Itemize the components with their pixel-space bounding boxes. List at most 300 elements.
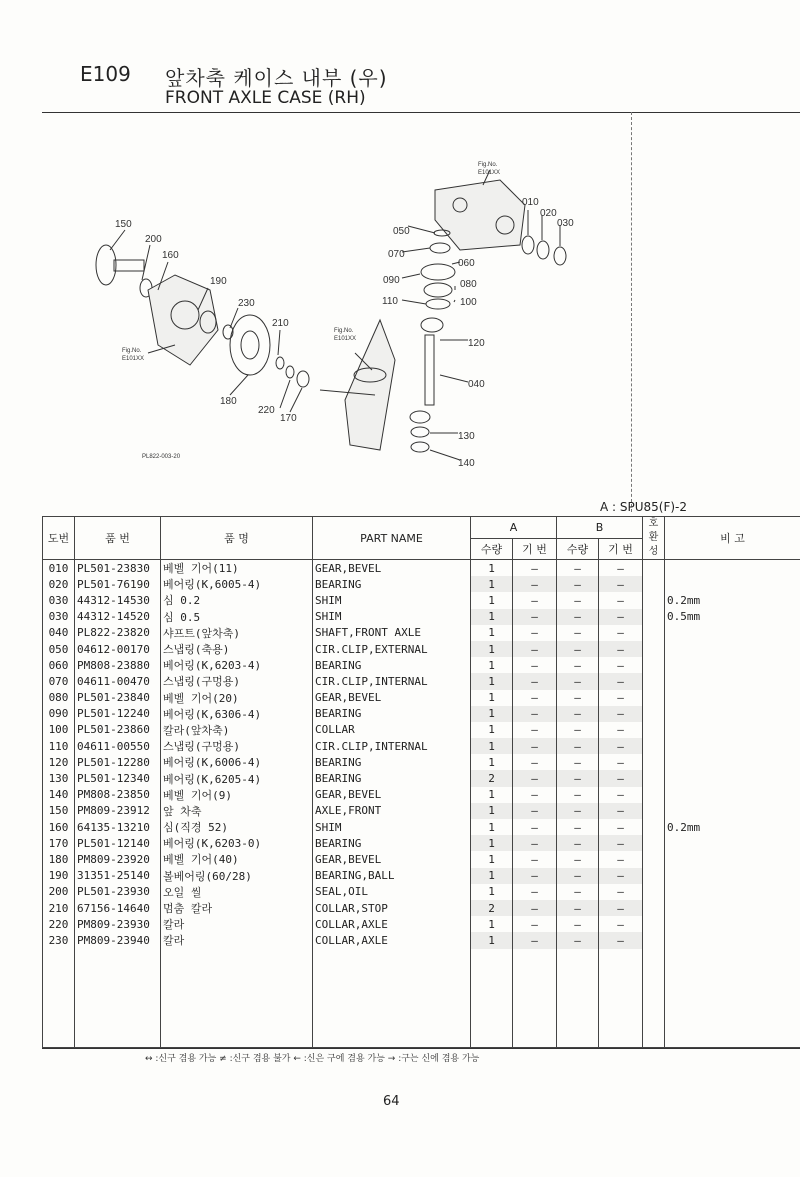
cell-ko: 스냅링(축용) — [161, 641, 313, 657]
cell-qb: – — [557, 609, 599, 625]
cell-ko: 칼라(앞차축) — [161, 722, 313, 738]
page-title-english: FRONT AXLE CASE (RH) — [165, 88, 366, 108]
cell-part: PL501-23830 — [75, 560, 161, 577]
cell-cp — [643, 641, 665, 657]
cell-qb: – — [557, 754, 599, 770]
header-divider — [42, 112, 800, 113]
table-row — [43, 770, 800, 786]
cell-ko: 볼베어링(60/28) — [161, 868, 313, 884]
cell-qb: – — [557, 738, 599, 754]
cell-ba: – — [513, 884, 557, 900]
cell-bb: – — [599, 916, 643, 932]
fig-ref-top: Fig.No. — [478, 162, 498, 168]
callout-010: 010 — [522, 197, 539, 208]
cell-rem — [665, 641, 800, 657]
cell-ko: 베어링(K,6306-4) — [161, 706, 313, 722]
cell-no: 230 — [43, 932, 75, 948]
cell-qa: 1 — [471, 738, 513, 754]
cell-qb: – — [557, 900, 599, 916]
cell-cp — [643, 657, 665, 673]
cell-qa: 1 — [471, 803, 513, 819]
col-header-part-no: 품 번 — [75, 517, 161, 560]
cell-ba: – — [513, 868, 557, 884]
cell-ko: 스냅링(구멍용) — [161, 738, 313, 754]
cell-qb: – — [557, 835, 599, 851]
collar-210 — [276, 357, 284, 369]
bevel-gear-180 — [230, 315, 270, 375]
cell-qa: 1 — [471, 625, 513, 641]
cell-en: GEAR,BEVEL — [313, 690, 471, 706]
cell-bb: – — [599, 657, 643, 673]
cell-bb: – — [599, 560, 643, 577]
cell-no: 070 — [43, 673, 75, 689]
table-row — [43, 592, 800, 608]
cell-no: 050 — [43, 641, 75, 657]
cell-bb: – — [599, 835, 643, 851]
cell-cp — [643, 868, 665, 884]
cell-no: 020 — [43, 576, 75, 592]
cell-qa: 1 — [471, 884, 513, 900]
cell-en: BEARING — [313, 770, 471, 786]
cell-rem — [665, 625, 800, 641]
cell-bb: – — [599, 706, 643, 722]
col-header-no: 도번 — [43, 517, 75, 560]
cell-ba: – — [513, 625, 557, 641]
cell-cp — [643, 851, 665, 867]
cell-ko: 베어링(K,6203-4) — [161, 657, 313, 673]
cell-part: PL501-76190 — [75, 576, 161, 592]
cell-bb: – — [599, 803, 643, 819]
callout-120: 120 — [468, 338, 485, 349]
cell-part: PL501-12280 — [75, 754, 161, 770]
cell-ba: – — [513, 803, 557, 819]
cell-qb: – — [557, 706, 599, 722]
edition-note: A : SPU85(F)-2 — [600, 500, 688, 514]
cell-en: CIR.CLIP,INTERNAL — [313, 738, 471, 754]
table-row — [43, 754, 800, 770]
compatibility-legend: ↔ :신구 겸용 가능 ≠ :신구 겸용 불가 ← :신은 구에 겸용 가능 → :구는 신에 겸용 가능 — [145, 1054, 480, 1064]
cell-ko: 멈춤 칼라 — [161, 900, 313, 916]
col-header-base-a: 기 번 — [513, 538, 557, 560]
cell-cp — [643, 690, 665, 706]
cell-cp — [643, 609, 665, 625]
table-row — [43, 706, 800, 722]
cell-ko: 샤프트(앞차축) — [161, 625, 313, 641]
cell-bb: – — [599, 884, 643, 900]
cell-rem — [665, 884, 800, 900]
cell-ba: – — [513, 609, 557, 625]
col-header-group-b: B — [557, 517, 643, 539]
table-bottom-rule — [42, 1048, 800, 1049]
cell-bb: – — [599, 754, 643, 770]
cell-bb: – — [599, 851, 643, 867]
cell-qa: 1 — [471, 657, 513, 673]
cell-qa: 1 — [471, 706, 513, 722]
cell-bb: – — [599, 576, 643, 592]
cell-part: 04611-00470 — [75, 673, 161, 689]
bearing-170 — [297, 371, 309, 387]
cell-rem — [665, 560, 800, 577]
axle-case-housing — [435, 180, 525, 250]
cell-cp — [643, 819, 665, 835]
callout-140: 140 — [458, 458, 475, 469]
cell-rem — [665, 835, 800, 851]
cell-qa: 1 — [471, 916, 513, 932]
cell-cp — [643, 625, 665, 641]
cell-bb: – — [599, 787, 643, 803]
cell-rem — [665, 673, 800, 689]
cell-part: 67156-14640 — [75, 900, 161, 916]
cell-no: 210 — [43, 900, 75, 916]
table-row — [43, 609, 800, 625]
table-row — [43, 673, 800, 689]
cell-part: PM808-23880 — [75, 657, 161, 673]
cell-en: BEARING — [313, 657, 471, 673]
cell-rem — [665, 576, 800, 592]
table-row — [43, 787, 800, 803]
cell-rem — [665, 690, 800, 706]
cell-part: 31351-25140 — [75, 868, 161, 884]
cell-rem — [665, 722, 800, 738]
cell-rem — [665, 900, 800, 916]
cell-en: CIR.CLIP,EXTERNAL — [313, 641, 471, 657]
callout-070: 070 — [388, 249, 405, 260]
cell-qa: 1 — [471, 560, 513, 577]
cell-cp — [643, 576, 665, 592]
table-row — [43, 576, 800, 592]
cell-bb: – — [599, 722, 643, 738]
table-row — [43, 851, 800, 867]
cell-part: PM809-23930 — [75, 916, 161, 932]
cell-no: 150 — [43, 803, 75, 819]
callout-090: 090 — [383, 275, 400, 286]
cell-en: GEAR,BEVEL — [313, 851, 471, 867]
callout-190: 190 — [210, 276, 227, 287]
cell-qa: 1 — [471, 787, 513, 803]
page-title-korean: 앞차축 케이스 내부 (우) — [165, 66, 388, 90]
cell-qa: 1 — [471, 868, 513, 884]
cell-qb: – — [557, 625, 599, 641]
cell-no: 130 — [43, 770, 75, 786]
cell-en: SHAFT,FRONT AXLE — [313, 625, 471, 641]
cell-ba: – — [513, 916, 557, 932]
cell-part: PL501-23930 — [75, 884, 161, 900]
margin-cut-line — [631, 112, 632, 512]
cell-en: COLLAR,AXLE — [313, 916, 471, 932]
cell-rem — [665, 657, 800, 673]
cell-ko: 베어링(K,6006-4) — [161, 754, 313, 770]
cell-cp — [643, 835, 665, 851]
cell-ko: 스냅링(구멍용) — [161, 673, 313, 689]
cell-qa: 1 — [471, 835, 513, 851]
cell-ko: 오일 씰 — [161, 884, 313, 900]
cell-qb: – — [557, 819, 599, 835]
cell-ko: 앞 차축 — [161, 803, 313, 819]
fig-ref-left: Fig.No. — [122, 348, 142, 354]
cell-en: SHIM — [313, 819, 471, 835]
cell-no: 080 — [43, 690, 75, 706]
cell-en: BEARING — [313, 835, 471, 851]
cell-en: SHIM — [313, 592, 471, 608]
cell-en: BEARING — [313, 576, 471, 592]
callout-160: 160 — [162, 250, 179, 261]
cell-qb: – — [557, 641, 599, 657]
cell-bb: – — [599, 641, 643, 657]
cell-ba: – — [513, 770, 557, 786]
cell-rem — [665, 803, 800, 819]
cell-no: 200 — [43, 884, 75, 900]
callout-110: 110 — [382, 296, 398, 307]
callout-180: 180 — [220, 396, 237, 407]
cell-en: AXLE,FRONT — [313, 803, 471, 819]
bearing-130 — [410, 411, 430, 423]
cell-ba: – — [513, 900, 557, 916]
callout-210: 210 — [272, 318, 289, 329]
cell-en: CIR.CLIP,INTERNAL — [313, 673, 471, 689]
cell-qa: 1 — [471, 819, 513, 835]
table-row — [43, 657, 800, 673]
col-header-remarks: 비 고 — [665, 517, 800, 560]
table-row — [43, 625, 800, 641]
col-header-base-b: 기 번 — [599, 538, 643, 560]
cell-qb: – — [557, 787, 599, 803]
fig-ref-mid: Fig.No. — [334, 328, 354, 334]
table-row — [43, 835, 800, 851]
page-code: E109 — [80, 62, 131, 86]
cell-part: PM809-23940 — [75, 932, 161, 948]
cell-en: COLLAR,STOP — [313, 900, 471, 916]
cell-no: 040 — [43, 625, 75, 641]
table-row — [43, 884, 800, 900]
gear-080 — [421, 264, 455, 280]
cell-cp — [643, 932, 665, 948]
cell-qa: 1 — [471, 851, 513, 867]
cell-ba: – — [513, 560, 557, 577]
cell-ko: 칼라 — [161, 916, 313, 932]
cell-ba: – — [513, 722, 557, 738]
cell-part: PL822-23820 — [75, 625, 161, 641]
cell-en: COLLAR,AXLE — [313, 932, 471, 948]
cell-qb: – — [557, 851, 599, 867]
cell-no: 180 — [43, 851, 75, 867]
table-empty-space — [43, 949, 800, 1048]
cell-en: BEARING — [313, 706, 471, 722]
cell-rem — [665, 754, 800, 770]
col-header-name-ko: 품 명 — [161, 517, 313, 560]
cell-qb: – — [557, 657, 599, 673]
table-row — [43, 690, 800, 706]
callout-050: 050 — [393, 226, 410, 237]
table-row — [43, 560, 800, 577]
cell-qa: 1 — [471, 690, 513, 706]
callout-130: 130 — [458, 431, 475, 442]
cell-cp — [643, 787, 665, 803]
cell-rem — [665, 851, 800, 867]
shaft-040 — [425, 335, 434, 405]
axle-flange-150 — [96, 245, 116, 285]
cell-qb: – — [557, 803, 599, 819]
cell-ba: – — [513, 657, 557, 673]
bearing-020 — [537, 241, 549, 259]
exploded-parts-diagram — [80, 150, 620, 480]
cell-en: BEARING,BALL — [313, 868, 471, 884]
shim-030 — [554, 247, 566, 265]
table-row — [43, 803, 800, 819]
cell-cp — [643, 722, 665, 738]
cell-part: PL501-23860 — [75, 722, 161, 738]
cell-ba: – — [513, 787, 557, 803]
cell-en: SEAL,OIL — [313, 884, 471, 900]
cell-qa: 1 — [471, 576, 513, 592]
cell-rem — [665, 916, 800, 932]
cell-bb: – — [599, 738, 643, 754]
cell-rem — [665, 738, 800, 754]
cell-bb: – — [599, 690, 643, 706]
bearing-090 — [424, 283, 452, 297]
cell-qa: 2 — [471, 900, 513, 916]
table-row — [43, 722, 800, 738]
fig-ref-left-no: E101XX — [122, 356, 145, 362]
cell-cp — [643, 738, 665, 754]
cell-ko: 베벨 기어(11) — [161, 560, 313, 577]
cell-part: PM809-23912 — [75, 803, 161, 819]
fig-ref-mid-no: E101XX — [334, 336, 357, 342]
cell-en: COLLAR — [313, 722, 471, 738]
cell-qa: 1 — [471, 932, 513, 948]
cell-part: PL501-23840 — [75, 690, 161, 706]
callout-230: 230 — [238, 298, 255, 309]
cell-no: 110 — [43, 738, 75, 754]
table-row — [43, 641, 800, 657]
parts-table-body — [43, 560, 800, 1048]
cell-bb: – — [599, 592, 643, 608]
table-row — [43, 932, 800, 948]
cell-no: 160 — [43, 819, 75, 835]
cell-ba: – — [513, 706, 557, 722]
cell-bb: – — [599, 868, 643, 884]
cell-no: 190 — [43, 868, 75, 884]
cell-part: 44312-14530 — [75, 592, 161, 608]
cell-part: 64135-13210 — [75, 819, 161, 835]
col-header-qty-a: 수량 — [471, 538, 513, 560]
cell-cp — [643, 770, 665, 786]
cell-ko: 베어링(K,6203-0) — [161, 835, 313, 851]
cell-en: GEAR,BEVEL — [313, 560, 471, 577]
table-row — [43, 738, 800, 754]
cell-qb: – — [557, 868, 599, 884]
cell-bb: – — [599, 819, 643, 835]
col-header-qty-b: 수량 — [557, 538, 599, 560]
col-header-name-en: PART NAME — [313, 517, 471, 560]
cell-part: 44312-14520 — [75, 609, 161, 625]
cell-ba: – — [513, 738, 557, 754]
cell-part: PL501-12240 — [75, 706, 161, 722]
cell-bb: – — [599, 625, 643, 641]
cell-cp — [643, 706, 665, 722]
table-row — [43, 900, 800, 916]
cell-qa: 1 — [471, 592, 513, 608]
fig-ref-top-no: E101XX — [478, 170, 501, 176]
cell-qa: 2 — [471, 770, 513, 786]
cell-bb: – — [599, 673, 643, 689]
cell-bb: – — [599, 900, 643, 916]
cell-ko: 베어링(K,6205-4) — [161, 770, 313, 786]
cell-ba: – — [513, 932, 557, 948]
cell-cp — [643, 916, 665, 932]
cell-no: 220 — [43, 916, 75, 932]
cell-part: PM808-23850 — [75, 787, 161, 803]
cell-ba: – — [513, 673, 557, 689]
cell-bb: – — [599, 932, 643, 948]
cell-cp — [643, 560, 665, 577]
cell-ba: – — [513, 641, 557, 657]
bearing-120 — [421, 318, 443, 332]
cell-qb: – — [557, 576, 599, 592]
cell-part: PM809-23920 — [75, 851, 161, 867]
cell-qa: 1 — [471, 609, 513, 625]
callout-020: 020 — [540, 208, 557, 219]
page-number: 64 — [383, 1094, 400, 1109]
cell-ko: 베벨 기어(20) — [161, 690, 313, 706]
callout-080: 080 — [460, 279, 477, 290]
cell-rem — [665, 706, 800, 722]
cell-cp — [643, 803, 665, 819]
col-header-compat: 호환성 — [643, 517, 665, 560]
cell-rem — [665, 868, 800, 884]
cell-qb: – — [557, 770, 599, 786]
cell-rem — [665, 932, 800, 948]
cell-ko: 베벨 기어(9) — [161, 787, 313, 803]
cell-qb: – — [557, 560, 599, 577]
cell-rem: 0.2mm — [665, 819, 800, 835]
cell-no: 120 — [43, 754, 75, 770]
callout-040: 040 — [468, 379, 485, 390]
callout-100: 100 — [460, 297, 477, 308]
cell-cp — [643, 673, 665, 689]
cell-cp — [643, 884, 665, 900]
cell-qa: 1 — [471, 673, 513, 689]
cell-qb: – — [557, 916, 599, 932]
cell-bb: – — [599, 770, 643, 786]
cell-rem: 0.5mm — [665, 609, 800, 625]
cell-part: PL501-12340 — [75, 770, 161, 786]
cell-bb: – — [599, 609, 643, 625]
cell-qb: – — [557, 673, 599, 689]
cell-ko: 심(직경 52) — [161, 819, 313, 835]
cell-ba: – — [513, 576, 557, 592]
cell-ba: – — [513, 835, 557, 851]
gear-140 — [411, 442, 429, 452]
cell-ko: 칼라 — [161, 932, 313, 948]
cell-qa: 1 — [471, 641, 513, 657]
table-row — [43, 916, 800, 932]
callout-170: 170 — [280, 413, 297, 424]
callout-200: 200 — [145, 234, 162, 245]
cell-no: 060 — [43, 657, 75, 673]
cell-qb: – — [557, 690, 599, 706]
cell-part: 04612-00170 — [75, 641, 161, 657]
cell-ko: 심 0.2 — [161, 592, 313, 608]
cell-rem — [665, 770, 800, 786]
cell-qb: – — [557, 932, 599, 948]
cell-cp — [643, 754, 665, 770]
cell-ba: – — [513, 690, 557, 706]
cell-en: BEARING — [313, 754, 471, 770]
cell-no: 140 — [43, 787, 75, 803]
table-row — [43, 868, 800, 884]
cell-ba: – — [513, 754, 557, 770]
cell-no: 090 — [43, 706, 75, 722]
